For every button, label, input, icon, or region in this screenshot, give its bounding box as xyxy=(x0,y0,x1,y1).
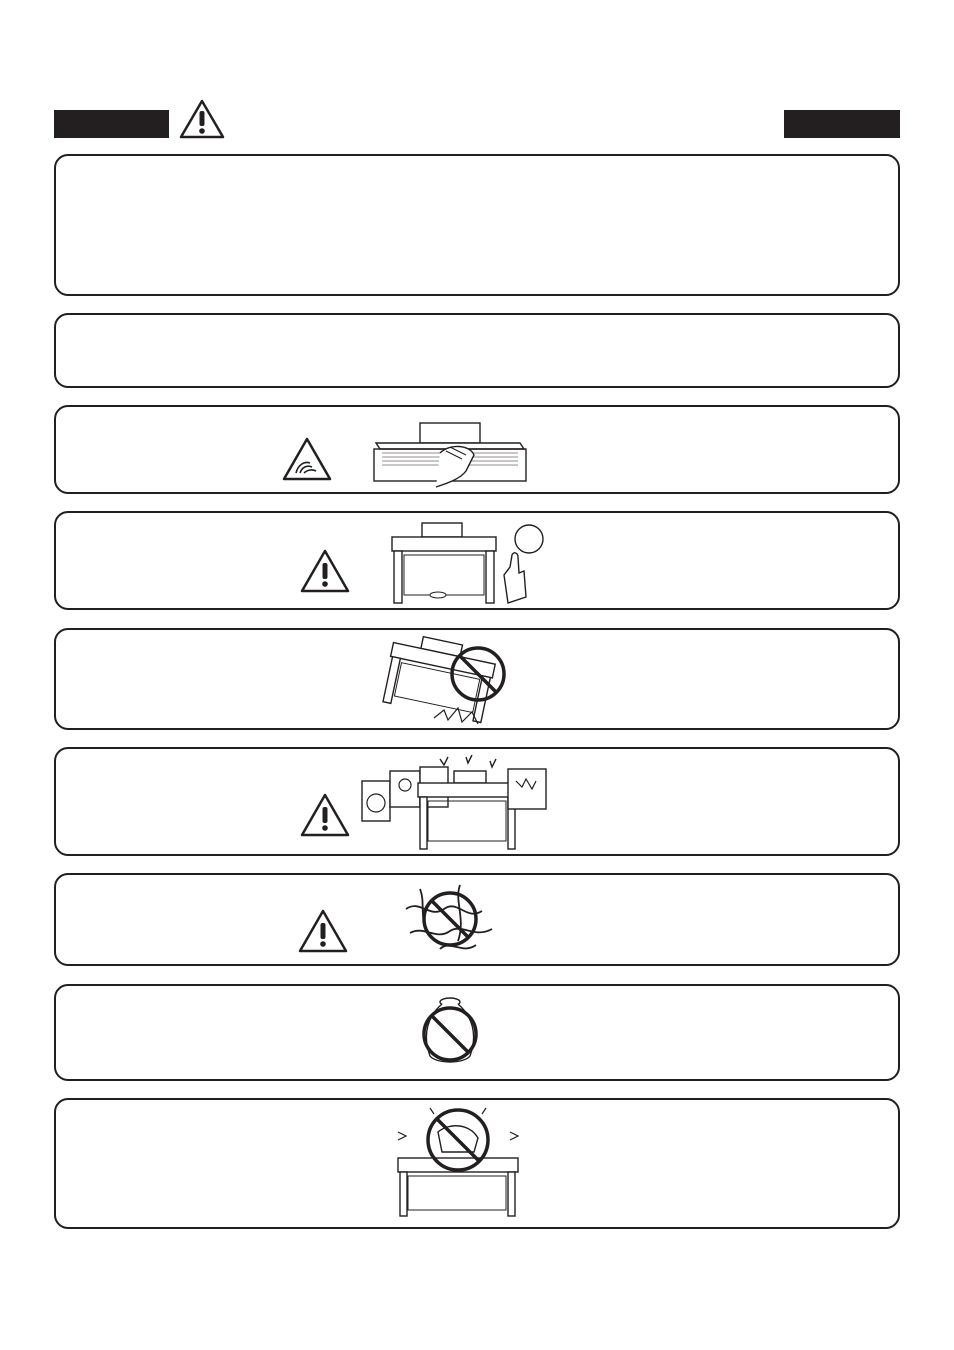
piano-objects-prohibited-illustration xyxy=(390,1102,530,1224)
safety-box-7 xyxy=(54,873,900,966)
safety-box-4 xyxy=(54,511,900,610)
safety-box-1 xyxy=(54,154,900,296)
safety-box-3 xyxy=(54,405,900,494)
vase-prohibited-illustration xyxy=(414,994,484,1068)
piano-near-electronics-illustration xyxy=(358,751,558,855)
piano-fallboard-hand-illustration xyxy=(370,413,530,489)
safety-box-6 xyxy=(54,747,900,856)
warning-triangle-icon xyxy=(178,98,226,140)
warning-triangle-icon xyxy=(298,909,348,953)
safety-box-8 xyxy=(54,984,900,1081)
safety-box-2 xyxy=(54,313,900,388)
header-tab-left xyxy=(54,110,169,138)
hand-pinch-caution-icon xyxy=(282,437,332,481)
piano-tipping-prohibited-illustration xyxy=(374,634,524,728)
warning-triangle-icon xyxy=(300,793,350,837)
header-tab-right xyxy=(784,110,900,138)
safety-box-5 xyxy=(54,628,900,730)
warning-triangle-icon xyxy=(300,549,350,593)
piano-power-button-illustration xyxy=(386,517,556,609)
damaged-cable-prohibited-illustration xyxy=(400,879,500,963)
safety-box-9 xyxy=(54,1098,900,1229)
